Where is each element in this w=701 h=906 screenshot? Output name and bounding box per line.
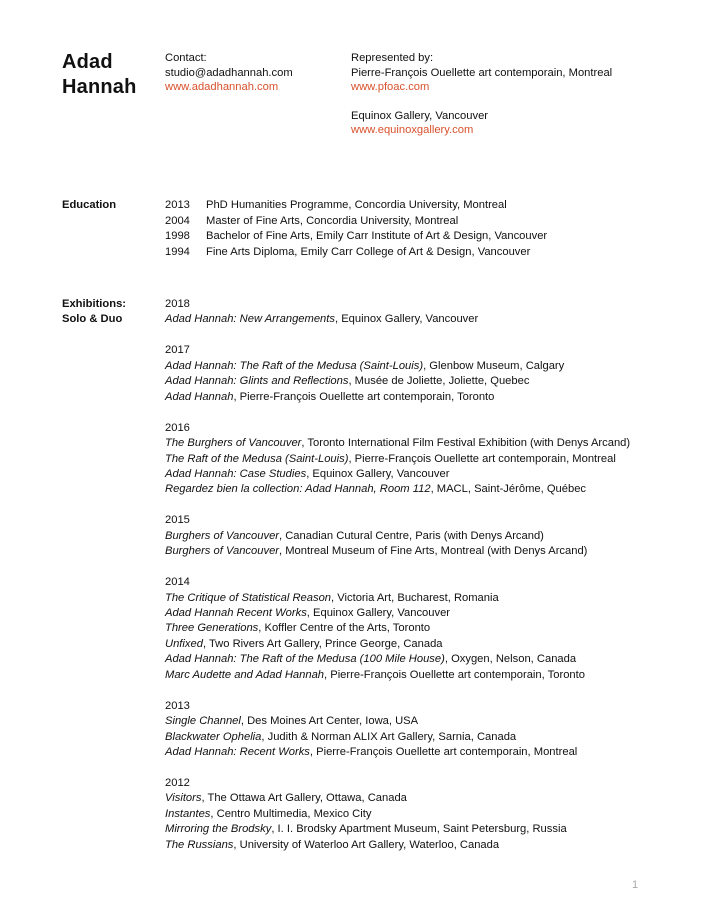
exhibition-venue: , Equinox Gallery, Vancouver bbox=[334, 313, 479, 326]
exhibition-title: Mirroring the Brodsky bbox=[165, 823, 272, 836]
exhibition-year: 2014 bbox=[165, 576, 190, 589]
exhibition-venue: , Pierre-François Ouellette art contemporain, Toronto bbox=[233, 390, 495, 403]
exhibition-entry bbox=[165, 791, 630, 806]
education-year: 1994 bbox=[165, 245, 190, 258]
exhibition-entry bbox=[165, 359, 630, 374]
education-list bbox=[165, 198, 547, 260]
exhibition-title: The Russians bbox=[165, 838, 234, 851]
exhibition-title: Adad Hannah: The Raft of the Medusa (100 Mile House) bbox=[165, 653, 445, 666]
education-text: Bachelor of Fine Arts, Emily Carr Institute of Art & Design, Vancouver bbox=[206, 230, 548, 242]
representation-block bbox=[351, 51, 612, 138]
exhibition-entry bbox=[165, 312, 630, 327]
contact-website-link[interactable]: www.adadhannah.com bbox=[165, 81, 279, 93]
artist-name-first: Adad bbox=[62, 51, 113, 73]
exhibition-title: Instantes bbox=[165, 807, 211, 820]
exhibition-title: Burghers of Vancouver bbox=[165, 545, 280, 558]
exhibition-year-group bbox=[165, 421, 630, 498]
exhibition-title: Blackwater Ophelia bbox=[165, 730, 262, 743]
exhibition-entry bbox=[165, 467, 630, 482]
exhibition-venue: , Judith & Norman ALIX Art Gallery, Sarnia, Canada bbox=[261, 730, 517, 743]
exhibition-year: 2013 bbox=[165, 699, 190, 712]
contact-label: Contact: bbox=[165, 52, 207, 64]
exhibition-venue: , Koffler Centre of the Arts, Toronto bbox=[258, 622, 431, 635]
exhibition-title: Adad Hannah: Case Studies bbox=[165, 467, 307, 480]
exhibition-venue: , Equinox Gallery, Vancouver bbox=[306, 607, 451, 619]
exhibition-title: Adad Hannah: Recent Works bbox=[165, 746, 310, 759]
exhibition-entry bbox=[165, 637, 630, 652]
exhibition-venue: , The Ottawa Art Gallery, Ottawa, Canada bbox=[201, 792, 407, 805]
exhibition-entry bbox=[165, 452, 630, 467]
exhibition-title: Marc Audette and Adad Hannah bbox=[165, 668, 325, 681]
exhibition-venue: , Glenbow Museum, Calgary bbox=[423, 359, 565, 372]
exhibition-entry bbox=[165, 714, 630, 729]
exhibition-entry bbox=[165, 390, 630, 405]
exhibition-title: Adad Hannah Recent Works bbox=[165, 607, 307, 619]
exhibition-year: 2012 bbox=[165, 776, 190, 789]
exhibition-venue: , Montreal Museum of Fine Arts, Montreal (with Denys Arcand) bbox=[279, 545, 588, 558]
exhibition-title: Regardez bien la collection: Adad Hannah, Room 112 bbox=[165, 483, 431, 496]
exhibition-entry bbox=[165, 730, 630, 745]
exhibitions-label-line2: Solo & Duo bbox=[62, 313, 123, 326]
represented-label: Represented by: bbox=[351, 52, 434, 64]
education-item bbox=[165, 245, 547, 261]
exhibition-year: 2015 bbox=[165, 514, 190, 527]
exhibition-title: The Critique of Statistical Reason bbox=[165, 591, 332, 604]
exhibition-entry bbox=[165, 436, 630, 451]
exhibition-title: Single Channel bbox=[165, 715, 241, 728]
exhibition-entry bbox=[165, 529, 630, 544]
exhibition-entry bbox=[165, 838, 630, 853]
exhibition-venue: , MACL, Saint-Jérôme, Québec bbox=[430, 483, 587, 496]
exhibition-title: Adad Hannah: Glints and Reflections bbox=[165, 375, 349, 388]
exhibition-venue: , Des Moines Art Center, Iowa, USA bbox=[240, 715, 419, 728]
exhibition-venue: , Two Rivers Art Gallery, Prince George, Canada bbox=[202, 637, 443, 650]
artist-name bbox=[62, 50, 137, 100]
exhibitions-list bbox=[165, 297, 630, 869]
exhibitions-label bbox=[62, 297, 126, 328]
exhibition-venue: , Equinox Gallery, Vancouver bbox=[306, 467, 450, 480]
exhibition-venue: , Centro Multimedia, Mexico City bbox=[210, 807, 372, 820]
exhibition-year-group bbox=[165, 513, 630, 559]
education-item bbox=[165, 198, 547, 214]
exhibition-year-group bbox=[165, 575, 630, 683]
exhibition-venue: , Toronto International Film Festival Exhibition (with Denys Arcand) bbox=[301, 437, 631, 450]
contact-block bbox=[165, 51, 293, 95]
education-text: Fine Arts Diploma, Emily Carr College of Art & Design, Vancouver bbox=[206, 245, 531, 258]
exhibition-venue: , Oxygen, Nelson, Canada bbox=[444, 653, 577, 666]
education-year: 2004 bbox=[165, 214, 190, 227]
spacer bbox=[351, 95, 612, 109]
exhibition-entry bbox=[165, 621, 630, 636]
education-text: Master of Fine Arts, Concordia University, Montreal bbox=[206, 214, 459, 227]
exhibition-title: Unfixed bbox=[165, 637, 203, 650]
exhibition-title: Burghers of Vancouver bbox=[165, 529, 280, 542]
exhibition-entry bbox=[165, 591, 630, 606]
exhibition-venue: , University of Waterloo Art Gallery, Waterloo, Canada bbox=[233, 838, 500, 851]
exhibition-entry bbox=[165, 807, 630, 822]
gallery2-name: Equinox Gallery, Vancouver bbox=[351, 109, 489, 122]
exhibition-entry bbox=[165, 822, 630, 837]
exhibition-title: Adad Hannah bbox=[165, 390, 234, 403]
exhibition-year: 2016 bbox=[165, 421, 190, 434]
exhibition-entry bbox=[165, 482, 630, 497]
exhibition-year-group bbox=[165, 297, 630, 328]
education-item bbox=[165, 214, 547, 230]
exhibitions-label-line1: Exhibitions: bbox=[62, 298, 127, 310]
exhibition-venue: , Pierre-François Ouellette art contemporain, Montreal bbox=[348, 452, 616, 465]
education-item bbox=[165, 229, 547, 245]
exhibition-title: Three Generations bbox=[165, 622, 259, 635]
exhibition-title: The Raft of the Medusa (Saint-Louis) bbox=[165, 452, 349, 465]
exhibition-venue: , Canadian Cutural Centre, Paris (with Denys Arcand) bbox=[279, 529, 544, 542]
exhibition-title: Visitors bbox=[165, 792, 202, 805]
exhibition-venue: , Musée de Joliette, Joliette, Quebec bbox=[348, 375, 530, 388]
exhibition-title: The Burghers of Vancouver bbox=[165, 437, 302, 450]
exhibition-year-group bbox=[165, 699, 630, 761]
exhibition-title: Adad Hannah: New Arrangements bbox=[165, 313, 335, 326]
exhibition-title: Adad Hannah: The Raft of the Medusa (Saint-Louis) bbox=[165, 359, 424, 372]
education-label: Education bbox=[62, 199, 117, 211]
exhibition-year: 2018 bbox=[165, 298, 190, 310]
exhibition-year: 2017 bbox=[165, 344, 190, 357]
education-year: 1998 bbox=[165, 230, 190, 242]
exhibition-entry bbox=[165, 745, 630, 760]
artist-name-last: Hannah bbox=[62, 76, 137, 98]
exhibition-venue: , Pierre-François Ouellette art contemporain, Montreal bbox=[309, 746, 578, 759]
exhibition-venue: , Victoria Art, Bucharest, Romania bbox=[331, 591, 499, 604]
exhibition-entry bbox=[165, 668, 630, 683]
page-number: 1 bbox=[632, 879, 639, 891]
exhibition-entry bbox=[165, 374, 630, 389]
education-year: 2013 bbox=[165, 199, 190, 211]
contact-email[interactable]: studio@adadhannah.com bbox=[165, 66, 293, 79]
exhibition-entry bbox=[165, 544, 630, 559]
gallery1-link[interactable]: www.pfoac.com bbox=[351, 81, 430, 93]
exhibition-venue: , I. I. Brodsky Apartment Museum, Saint Petersburg, Russia bbox=[271, 823, 567, 836]
gallery1-name: Pierre-François Ouellette art contemporain, Montreal bbox=[351, 66, 613, 79]
education-text: PhD Humanities Programme, Concordia University, Montreal bbox=[206, 199, 507, 211]
exhibition-entry bbox=[165, 652, 630, 667]
exhibition-venue: , Pierre-François Ouellette art contemporain, Toronto bbox=[324, 668, 585, 681]
exhibition-entry bbox=[165, 606, 630, 621]
exhibition-year-group bbox=[165, 776, 630, 853]
gallery2-link[interactable]: www.equinoxgallery.com bbox=[351, 124, 474, 136]
exhibition-year-group bbox=[165, 343, 630, 405]
